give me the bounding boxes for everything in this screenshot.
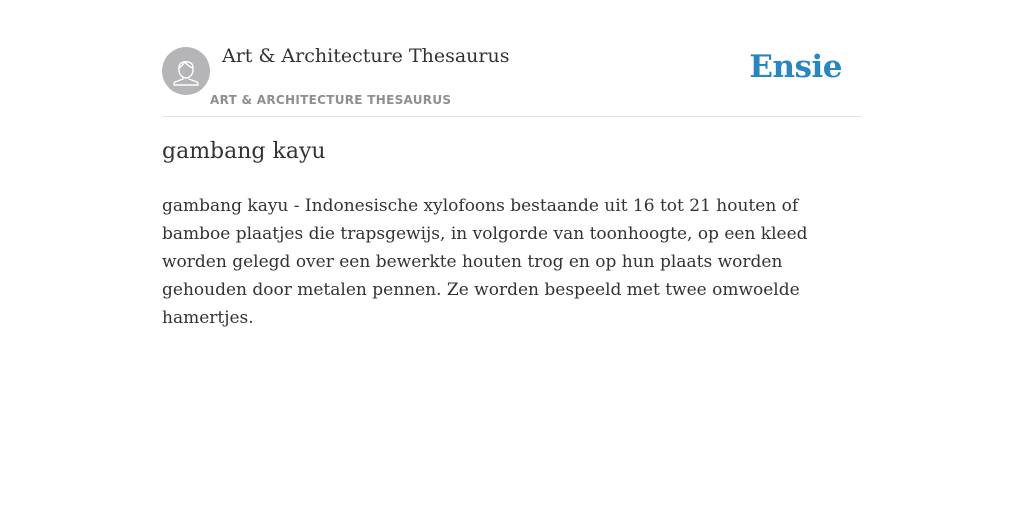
entry-term: gambang kayu (162, 139, 326, 164)
brand-logo-link[interactable]: Ensie (749, 49, 842, 85)
source-title-link[interactable]: Art & Architecture Thesaurus (222, 45, 510, 67)
source-subtitle: ART & ARCHITECTURE THESAURUS (210, 93, 452, 107)
user-silhouette-icon (162, 47, 210, 95)
avatar[interactable] (162, 47, 210, 95)
entry-definition: gambang kayu - Indonesische xylofoons bestaande uit 16 tot 21 houten of bamboe plaatjes die trapsgewijs, in volgorde van toonhoogte, op een kleed worden gelegd over een bewerkte houten trog en op hun plaats worden gehouden door metalen pennen. Ze worden bespeeld met twee omwoelde hamertjes. (162, 196, 808, 328)
entry-header (162, 44, 862, 117)
